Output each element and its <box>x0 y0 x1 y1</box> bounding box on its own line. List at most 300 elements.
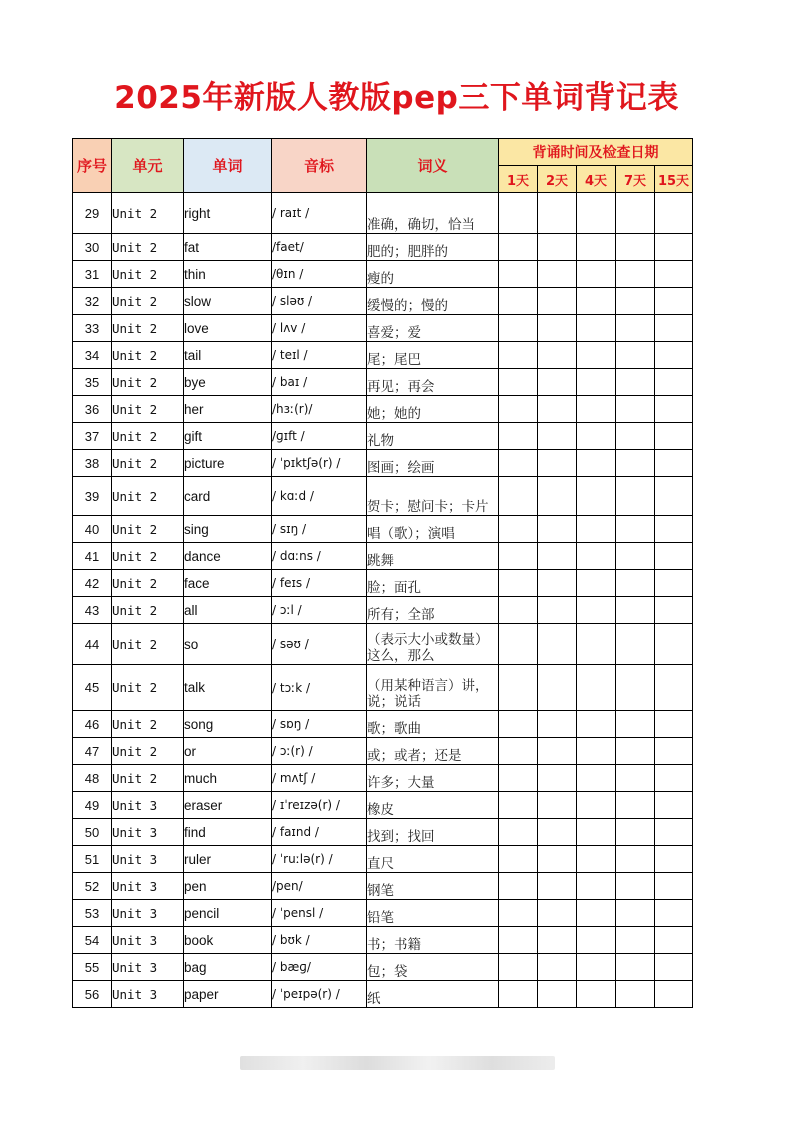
row-unit: Unit 2 <box>112 543 184 570</box>
review-check-cell <box>616 665 655 711</box>
table-row <box>73 450 693 477</box>
table-row <box>73 369 693 396</box>
row-word: paper <box>184 981 272 1008</box>
review-check-cell <box>577 738 616 765</box>
row-seq: 47 <box>73 738 112 765</box>
row-unit: Unit 3 <box>112 873 184 900</box>
review-check-cell <box>538 873 577 900</box>
review-check-cell <box>577 570 616 597</box>
review-check-cell <box>655 516 693 543</box>
row-seq: 32 <box>73 288 112 315</box>
review-check-cell <box>616 624 655 665</box>
review-check-cell <box>499 193 538 234</box>
review-check-cell <box>577 396 616 423</box>
row-ipa: /ɡɪft / <box>272 423 367 450</box>
review-check-cell <box>538 423 577 450</box>
review-check-cell <box>655 423 693 450</box>
review-check-cell <box>499 665 538 711</box>
review-check-cell <box>538 665 577 711</box>
row-meaning: （表示大小或数量）这么，那么 <box>367 624 499 665</box>
row-meaning: 礼物 <box>367 423 499 450</box>
table-row <box>73 846 693 873</box>
row-unit: Unit 3 <box>112 846 184 873</box>
review-check-cell <box>538 234 577 261</box>
row-unit: Unit 2 <box>112 261 184 288</box>
row-word: tail <box>184 342 272 369</box>
review-check-cell <box>538 543 577 570</box>
row-seq: 51 <box>73 846 112 873</box>
review-check-cell <box>577 342 616 369</box>
row-ipa: / teɪl / <box>272 342 367 369</box>
table-row <box>73 765 693 792</box>
row-meaning: 跳舞 <box>367 543 499 570</box>
header-day-15: 15天 <box>655 166 693 193</box>
review-check-cell <box>616 396 655 423</box>
row-unit: Unit 3 <box>112 900 184 927</box>
review-check-cell <box>655 954 693 981</box>
table-row <box>73 570 693 597</box>
review-check-cell <box>538 711 577 738</box>
review-check-cell <box>538 792 577 819</box>
row-seq: 55 <box>73 954 112 981</box>
row-word: or <box>184 738 272 765</box>
row-seq: 56 <box>73 981 112 1008</box>
row-ipa: / ˈruːlə(r) / <box>272 846 367 873</box>
row-unit: Unit 2 <box>112 369 184 396</box>
table-row <box>73 543 693 570</box>
header-day-2: 2天 <box>538 166 577 193</box>
review-check-cell <box>616 315 655 342</box>
review-check-cell <box>616 765 655 792</box>
header-meaning: 词义 <box>367 139 499 193</box>
table-row <box>73 792 693 819</box>
review-check-cell <box>577 477 616 516</box>
review-check-cell <box>616 543 655 570</box>
row-seq: 40 <box>73 516 112 543</box>
review-check-cell <box>499 624 538 665</box>
row-ipa: /pen/ <box>272 873 367 900</box>
row-meaning: 肥的；肥胖的 <box>367 234 499 261</box>
table-row <box>73 624 693 665</box>
row-word: song <box>184 711 272 738</box>
row-meaning: 再见；再会 <box>367 369 499 396</box>
review-check-cell <box>577 288 616 315</box>
table-row <box>73 234 693 261</box>
row-ipa: / səʊ / <box>272 624 367 665</box>
review-check-cell <box>499 819 538 846</box>
row-ipa: / mʌtʃ / <box>272 765 367 792</box>
row-seq: 30 <box>73 234 112 261</box>
review-check-cell <box>577 792 616 819</box>
row-unit: Unit 3 <box>112 954 184 981</box>
row-ipa: / kɑːd / <box>272 477 367 516</box>
row-meaning: 喜爱；爱 <box>367 315 499 342</box>
row-meaning: 书；书籍 <box>367 927 499 954</box>
table-row <box>73 819 693 846</box>
row-unit: Unit 2 <box>112 193 184 234</box>
review-check-cell <box>616 873 655 900</box>
review-check-cell <box>655 597 693 624</box>
row-meaning: 直尺 <box>367 846 499 873</box>
review-check-cell <box>655 193 693 234</box>
row-meaning: 铅笔 <box>367 900 499 927</box>
table-row <box>73 261 693 288</box>
row-meaning: 尾；尾巴 <box>367 342 499 369</box>
review-check-cell <box>616 927 655 954</box>
review-check-cell <box>616 477 655 516</box>
review-check-cell <box>538 396 577 423</box>
review-check-cell <box>577 981 616 1008</box>
table-row <box>73 193 693 234</box>
row-unit: Unit 2 <box>112 288 184 315</box>
header-word: 单词 <box>184 139 272 193</box>
review-check-cell <box>655 765 693 792</box>
row-unit: Unit 2 <box>112 423 184 450</box>
row-meaning: 唱（歌）；演唱 <box>367 516 499 543</box>
review-check-cell <box>616 423 655 450</box>
review-check-cell <box>499 900 538 927</box>
row-seq: 31 <box>73 261 112 288</box>
row-ipa: / faɪnd / <box>272 819 367 846</box>
review-check-cell <box>616 288 655 315</box>
row-word: book <box>184 927 272 954</box>
row-meaning: 找到；找回 <box>367 819 499 846</box>
table-row <box>73 597 693 624</box>
row-ipa: / ˈpensl / <box>272 900 367 927</box>
review-check-cell <box>655 819 693 846</box>
header-day-1: 1天 <box>499 166 538 193</box>
review-check-cell <box>577 450 616 477</box>
row-seq: 50 <box>73 819 112 846</box>
review-check-cell <box>538 765 577 792</box>
review-check-cell <box>577 819 616 846</box>
row-word: bye <box>184 369 272 396</box>
review-check-cell <box>655 543 693 570</box>
row-word: thin <box>184 261 272 288</box>
row-unit: Unit 3 <box>112 927 184 954</box>
row-ipa: / feɪs / <box>272 570 367 597</box>
review-check-cell <box>655 624 693 665</box>
review-check-cell <box>499 288 538 315</box>
review-check-cell <box>616 792 655 819</box>
review-check-cell <box>538 342 577 369</box>
review-check-cell <box>499 570 538 597</box>
row-word: eraser <box>184 792 272 819</box>
review-check-cell <box>616 711 655 738</box>
header-day-7: 7天 <box>616 166 655 193</box>
table-row <box>73 288 693 315</box>
row-seq: 44 <box>73 624 112 665</box>
table-row <box>73 873 693 900</box>
review-check-cell <box>655 477 693 516</box>
review-check-cell <box>577 234 616 261</box>
row-seq: 54 <box>73 927 112 954</box>
row-unit: Unit 2 <box>112 665 184 711</box>
review-check-cell <box>655 570 693 597</box>
review-check-cell <box>577 624 616 665</box>
row-seq: 38 <box>73 450 112 477</box>
row-meaning: 纸 <box>367 981 499 1008</box>
row-unit: Unit 3 <box>112 792 184 819</box>
row-ipa: /hɜː(r)/ <box>272 396 367 423</box>
row-word: ruler <box>184 846 272 873</box>
row-word: gift <box>184 423 272 450</box>
row-meaning: 包；袋 <box>367 954 499 981</box>
row-word: sing <box>184 516 272 543</box>
review-check-cell <box>577 665 616 711</box>
row-ipa: / tɔːk / <box>272 665 367 711</box>
row-word: fat <box>184 234 272 261</box>
header-seq: 序号 <box>73 139 112 193</box>
review-check-cell <box>655 369 693 396</box>
row-ipa: / ɔː(r) / <box>272 738 367 765</box>
review-check-cell <box>538 954 577 981</box>
table-row <box>73 315 693 342</box>
review-check-cell <box>616 516 655 543</box>
row-ipa: / baɪ / <box>272 369 367 396</box>
review-check-cell <box>499 516 538 543</box>
review-check-cell <box>616 234 655 261</box>
row-ipa: / sləʊ / <box>272 288 367 315</box>
review-check-cell <box>499 543 538 570</box>
review-check-cell <box>538 477 577 516</box>
review-check-cell <box>655 342 693 369</box>
row-meaning: 准确，确切，恰当 <box>367 193 499 234</box>
review-check-cell <box>577 846 616 873</box>
review-check-cell <box>577 193 616 234</box>
row-word: card <box>184 477 272 516</box>
row-unit: Unit 3 <box>112 819 184 846</box>
row-seq: 39 <box>73 477 112 516</box>
review-check-cell <box>499 477 538 516</box>
row-word: bag <box>184 954 272 981</box>
row-seq: 37 <box>73 423 112 450</box>
row-word: dance <box>184 543 272 570</box>
review-check-cell <box>616 193 655 234</box>
review-check-cell <box>499 450 538 477</box>
review-check-cell <box>577 543 616 570</box>
review-check-cell <box>499 846 538 873</box>
review-check-cell <box>616 570 655 597</box>
row-seq: 45 <box>73 665 112 711</box>
row-meaning: 图画；绘画 <box>367 450 499 477</box>
review-check-cell <box>577 261 616 288</box>
row-meaning: （用某种语言）讲，说；说话 <box>367 665 499 711</box>
row-word: face <box>184 570 272 597</box>
row-unit: Unit 2 <box>112 765 184 792</box>
row-unit: Unit 2 <box>112 738 184 765</box>
review-check-cell <box>538 981 577 1008</box>
row-seq: 46 <box>73 711 112 738</box>
review-check-cell <box>577 516 616 543</box>
review-check-cell <box>499 765 538 792</box>
row-ipa: / ɪˈreɪzə(r) / <box>272 792 367 819</box>
row-seq: 41 <box>73 543 112 570</box>
review-check-cell <box>538 846 577 873</box>
table-row <box>73 954 693 981</box>
table-row <box>73 738 693 765</box>
row-word: talk <box>184 665 272 711</box>
row-word: much <box>184 765 272 792</box>
row-ipa: / bæɡ/ <box>272 954 367 981</box>
row-seq: 33 <box>73 315 112 342</box>
row-ipa: / raɪt / <box>272 193 367 234</box>
review-check-cell <box>616 597 655 624</box>
review-check-cell <box>655 981 693 1008</box>
review-check-cell <box>499 981 538 1008</box>
review-check-cell <box>538 516 577 543</box>
vocabulary-table <box>72 138 693 1008</box>
review-check-cell <box>616 342 655 369</box>
review-check-cell <box>538 315 577 342</box>
row-meaning: 许多；大量 <box>367 765 499 792</box>
row-seq: 34 <box>73 342 112 369</box>
row-seq: 42 <box>73 570 112 597</box>
row-meaning: 她；她的 <box>367 396 499 423</box>
review-check-cell <box>655 846 693 873</box>
review-check-cell <box>577 873 616 900</box>
row-unit: Unit 2 <box>112 516 184 543</box>
review-check-cell <box>499 423 538 450</box>
row-meaning: 橡皮 <box>367 792 499 819</box>
row-unit: Unit 2 <box>112 711 184 738</box>
table-row <box>73 477 693 516</box>
row-ipa: / dɑːns / <box>272 543 367 570</box>
review-check-cell <box>538 369 577 396</box>
row-unit: Unit 3 <box>112 981 184 1008</box>
review-check-cell <box>616 261 655 288</box>
review-check-cell <box>538 450 577 477</box>
table-row <box>73 665 693 711</box>
row-ipa: / sɪŋ / <box>272 516 367 543</box>
review-check-cell <box>655 261 693 288</box>
review-check-cell <box>655 792 693 819</box>
review-check-cell <box>499 396 538 423</box>
header-unit: 单元 <box>112 139 184 193</box>
review-check-cell <box>616 846 655 873</box>
review-check-cell <box>538 927 577 954</box>
review-check-cell <box>655 288 693 315</box>
row-word: picture <box>184 450 272 477</box>
row-ipa: / sɒŋ / <box>272 711 367 738</box>
review-check-cell <box>577 369 616 396</box>
row-word: pencil <box>184 900 272 927</box>
header-review: 背诵时间及检查日期 <box>499 139 693 166</box>
row-unit: Unit 2 <box>112 234 184 261</box>
review-check-cell <box>577 315 616 342</box>
row-word: her <box>184 396 272 423</box>
row-unit: Unit 2 <box>112 624 184 665</box>
review-check-cell <box>655 665 693 711</box>
table-row <box>73 342 693 369</box>
row-word: so <box>184 624 272 665</box>
row-unit: Unit 2 <box>112 477 184 516</box>
review-check-cell <box>538 597 577 624</box>
row-ipa: /faet/ <box>272 234 367 261</box>
review-check-cell <box>655 900 693 927</box>
header-day-4: 4天 <box>577 166 616 193</box>
review-check-cell <box>499 315 538 342</box>
row-meaning: 或；或者；还是 <box>367 738 499 765</box>
review-check-cell <box>538 570 577 597</box>
blurred-footer <box>240 1056 555 1070</box>
review-check-cell <box>538 819 577 846</box>
row-seq: 52 <box>73 873 112 900</box>
row-unit: Unit 2 <box>112 396 184 423</box>
review-check-cell <box>577 900 616 927</box>
row-meaning: 歌；歌曲 <box>367 711 499 738</box>
row-ipa: / ɔːl / <box>272 597 367 624</box>
table-row <box>73 516 693 543</box>
review-check-cell <box>577 765 616 792</box>
row-meaning: 瘦的 <box>367 261 499 288</box>
header-ipa: 音标 <box>272 139 367 193</box>
table-row <box>73 900 693 927</box>
table-row <box>73 423 693 450</box>
row-seq: 36 <box>73 396 112 423</box>
row-unit: Unit 2 <box>112 597 184 624</box>
row-meaning: 贺卡；慰问卡；卡片 <box>367 477 499 516</box>
review-check-cell <box>499 597 538 624</box>
review-check-cell <box>616 900 655 927</box>
review-check-cell <box>538 193 577 234</box>
review-check-cell <box>616 819 655 846</box>
row-word: pen <box>184 873 272 900</box>
row-ipa: / ˈpɪktʃə(r) / <box>272 450 367 477</box>
review-check-cell <box>499 342 538 369</box>
review-check-cell <box>538 900 577 927</box>
review-check-cell <box>655 927 693 954</box>
row-word: slow <box>184 288 272 315</box>
review-check-cell <box>499 711 538 738</box>
row-seq: 53 <box>73 900 112 927</box>
table-row <box>73 396 693 423</box>
review-check-cell <box>577 711 616 738</box>
row-ipa: / ˈpeɪpə(r) / <box>272 981 367 1008</box>
row-word: love <box>184 315 272 342</box>
row-meaning: 钢笔 <box>367 873 499 900</box>
review-check-cell <box>577 954 616 981</box>
row-meaning: 所有；全部 <box>367 597 499 624</box>
row-unit: Unit 2 <box>112 315 184 342</box>
row-meaning: 缓慢的；慢的 <box>367 288 499 315</box>
review-check-cell <box>655 234 693 261</box>
row-seq: 49 <box>73 792 112 819</box>
review-check-cell <box>577 597 616 624</box>
review-check-cell <box>616 450 655 477</box>
row-seq: 43 <box>73 597 112 624</box>
review-check-cell <box>538 624 577 665</box>
review-check-cell <box>538 261 577 288</box>
review-check-cell <box>577 423 616 450</box>
row-seq: 35 <box>73 369 112 396</box>
review-check-cell <box>655 396 693 423</box>
row-unit: Unit 2 <box>112 342 184 369</box>
review-check-cell <box>499 954 538 981</box>
row-seq: 48 <box>73 765 112 792</box>
row-word: find <box>184 819 272 846</box>
row-word: all <box>184 597 272 624</box>
row-unit: Unit 2 <box>112 450 184 477</box>
row-seq: 29 <box>73 193 112 234</box>
row-ipa: /θɪn / <box>272 261 367 288</box>
row-meaning: 脸；面孔 <box>367 570 499 597</box>
row-unit: Unit 2 <box>112 570 184 597</box>
table-row <box>73 981 693 1008</box>
review-check-cell <box>655 711 693 738</box>
review-check-cell <box>499 261 538 288</box>
review-check-cell <box>616 954 655 981</box>
